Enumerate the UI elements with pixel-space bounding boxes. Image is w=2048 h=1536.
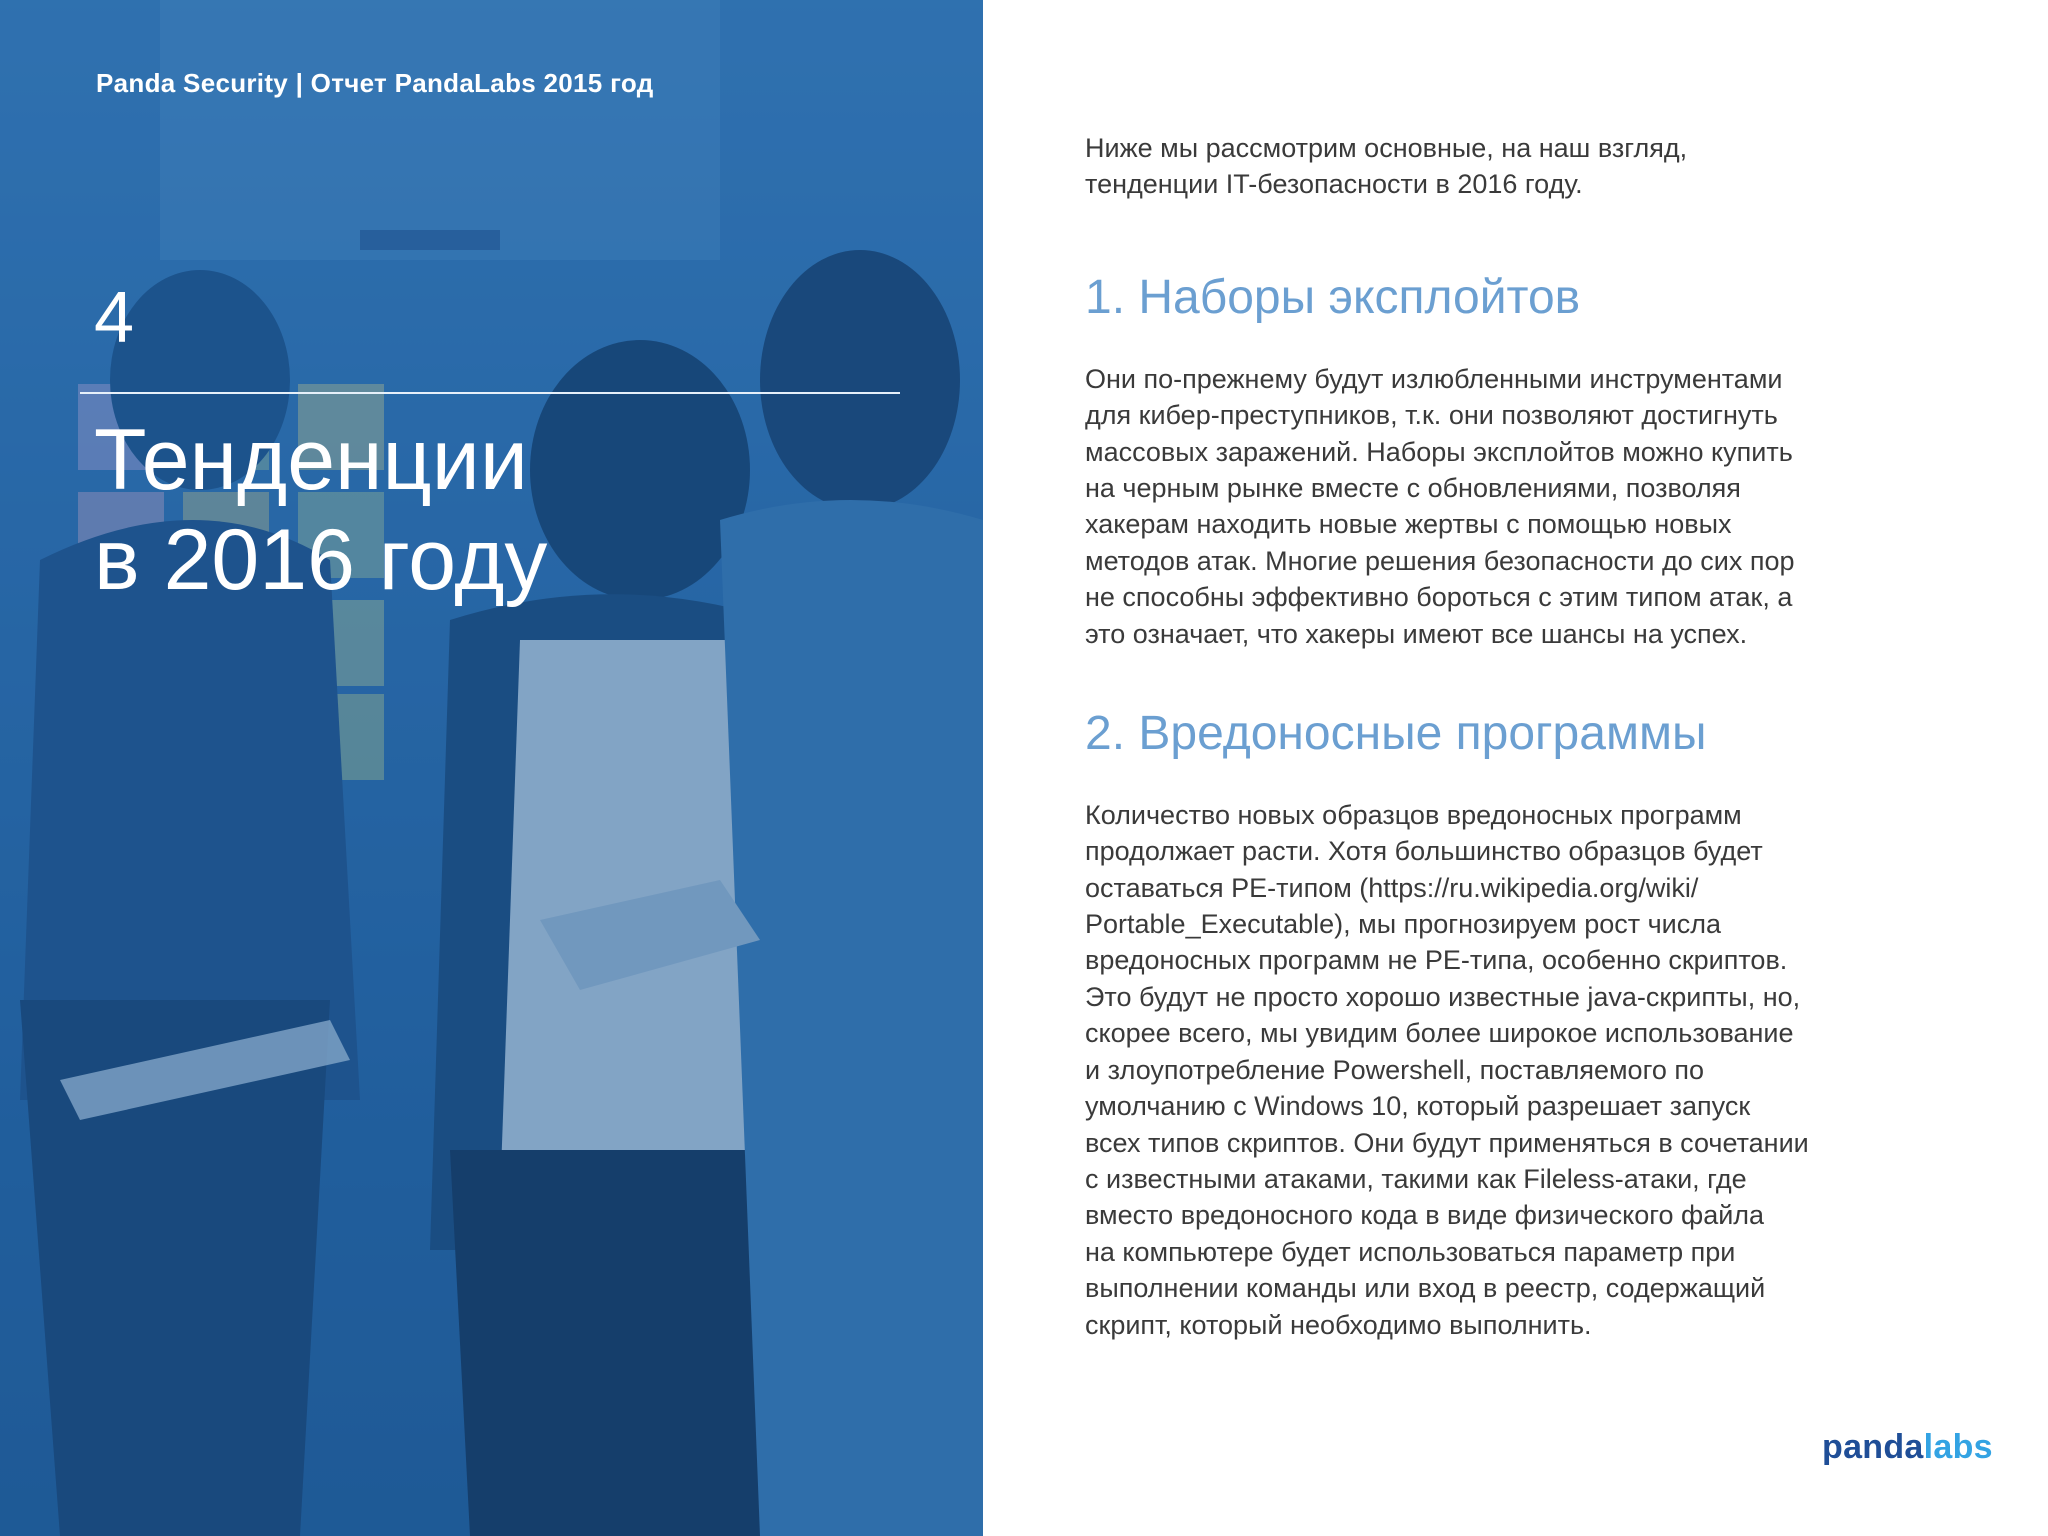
body-line: оставаться PE-типом (https://ru.wikipedia.org/wiki/	[1085, 872, 1699, 903]
body-line: вместо вредоносного кода в виде физического файла	[1085, 1200, 1765, 1231]
body-line: Это будут не просто хорошо известные java-скрипты, но,	[1085, 981, 1801, 1012]
body-line: Количество новых образцов вредоносных программ	[1085, 799, 1742, 830]
body-line: скорее всего, мы увидим более широкое использование	[1085, 1018, 1794, 1049]
body-line: с известными атаками, такими как Fileless-атаки, где	[1085, 1163, 1747, 1194]
body-line: для кибер-преступников, т.к. они позволяют достигнуть	[1085, 400, 1778, 431]
body-line: всех типов скриптов. Они будут применяться в сочетании	[1085, 1127, 1809, 1158]
cover-photo-panel	[0, 0, 983, 1536]
intro-paragraph	[1085, 130, 1945, 202]
team-photo-illustration	[0, 0, 983, 1536]
body-line: скрипт, который необходимо выполнить.	[1085, 1309, 1592, 1340]
chapter-title	[94, 410, 547, 610]
body-line: на черным рынке вместе с обновлениями, позволяя	[1085, 473, 1741, 504]
chapter-title-line: Тенденции	[94, 412, 528, 508]
body-line: Portable_Executable), мы прогнозируем рост числа	[1085, 909, 1722, 940]
section-heading-malware: 2. Вредоносные программы	[1085, 707, 1707, 761]
chapter-number: 4	[94, 278, 135, 358]
intro-line: Ниже мы рассмотрим основные, на наш взгляд,	[1085, 133, 1688, 163]
body-line: методов атак. Многие решения безопасности до сих пор	[1085, 545, 1795, 576]
body-line: выполнении команды или вход в реестр, содержащий	[1085, 1273, 1766, 1304]
body-line: Они по-прежнему будут излюбленными инструментами	[1085, 363, 1783, 394]
report-header: Panda Security | Отчет PandaLabs 2015 год	[96, 68, 654, 98]
logo-part-panda: panda	[1822, 1428, 1924, 1466]
chapter-title-line: в 2016 году	[94, 512, 548, 608]
body-line: умолчанию с Windows 10, который разрешает запуск	[1085, 1091, 1751, 1122]
section-body-malware	[1085, 797, 1945, 1343]
intro-line: тенденции IT-безопасности в 2016 году.	[1085, 169, 1583, 199]
chapter-divider	[80, 392, 900, 394]
body-line: на компьютере будет использоваться параметр при	[1085, 1236, 1736, 1267]
logo-part-labs: labs	[1923, 1428, 1993, 1466]
body-line: и злоупотребление Powershell, поставляемого по	[1085, 1054, 1704, 1085]
body-line: продолжает расти. Хотя большинство образцов будет	[1085, 836, 1763, 867]
body-line: это означает, что хакеры имеют все шансы на успех.	[1085, 618, 1748, 649]
pandalabs-logo	[1822, 1428, 1993, 1467]
section-heading-exploit-kits: 1. Наборы эксплойтов	[1085, 271, 1581, 324]
body-line: массовых заражений. Наборы эксплойтов можно купить	[1085, 436, 1793, 467]
body-line: хакерам находить новые жертвы с помощью новых	[1085, 509, 1732, 540]
body-line: вредоносных программ не PE-типа, особенно скриптов.	[1085, 945, 1788, 976]
article-column	[1085, 130, 1945, 1343]
section-body-exploit-kits	[1085, 361, 1945, 652]
body-line: не способны эффективно бороться с этим типом атак, а	[1085, 582, 1793, 613]
